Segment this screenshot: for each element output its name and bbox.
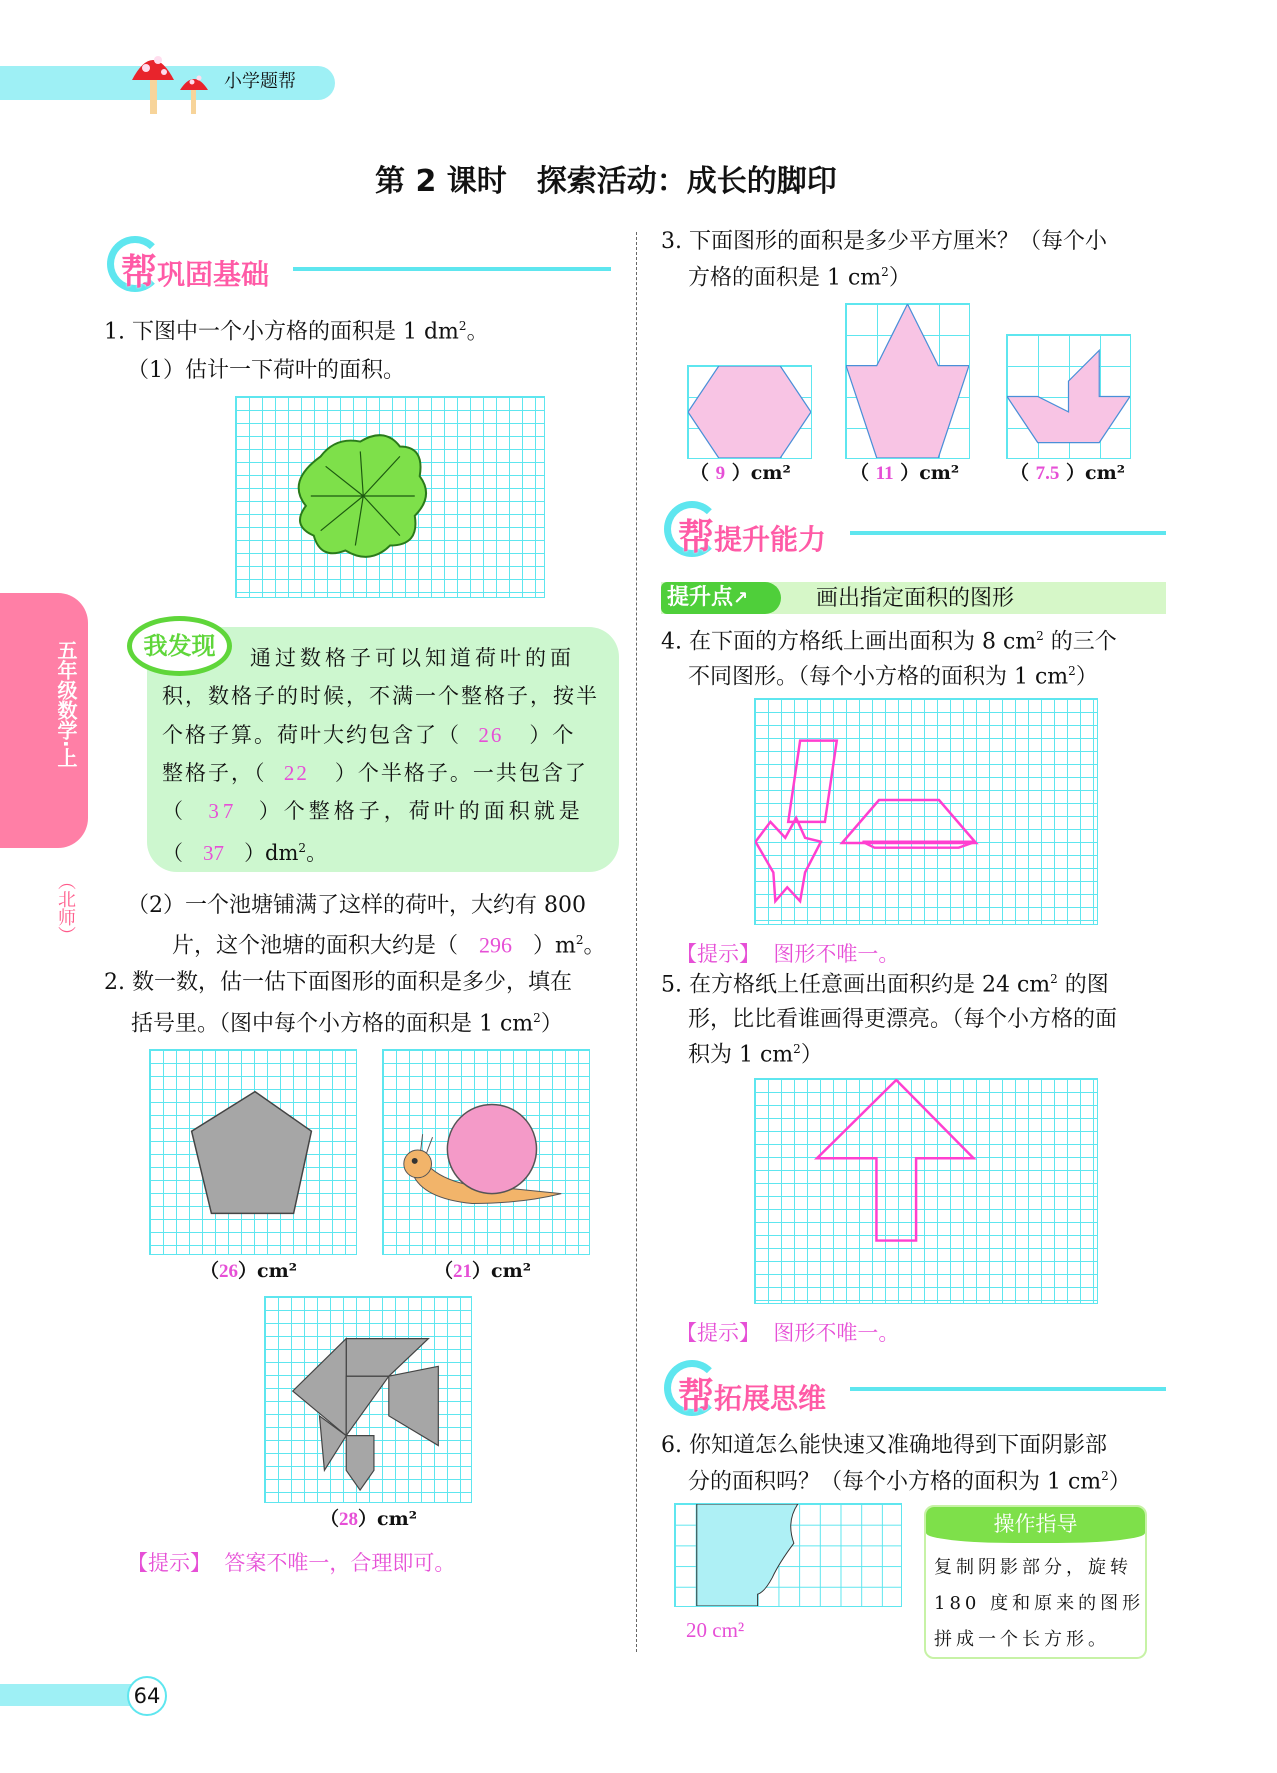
answer-whole-cells: 26 xyxy=(478,723,504,747)
q5-line2: 形，比比看谁画得更漂亮。（每个小方格的面 xyxy=(688,1007,1118,1032)
q3-answer-1: （ 9 ）cm² xyxy=(690,462,791,484)
answer-total-cells: 37 xyxy=(208,799,238,823)
q2-hint: 【提示】 答案不唯一，合理即可。 xyxy=(127,1551,456,1575)
section-header-improve: 帮提升能力 xyxy=(664,497,854,559)
q3-grid-arrow xyxy=(845,303,970,459)
discover-line-4: 整格子，（ 22 ）个半格子。一共包含了 xyxy=(162,761,588,785)
q2-answer-3: （28）cm² xyxy=(320,1508,418,1530)
guide-line-2: 180 度和原来的图形 xyxy=(934,1593,1145,1614)
section-header-basics: 帮巩固基础 xyxy=(107,232,297,294)
q5-line1: 5. 在方格纸上任意画出面积约是 24 $cm^2$ 的图 xyxy=(661,972,1109,998)
q5-grid xyxy=(754,1078,1098,1304)
q6-grid xyxy=(674,1503,902,1607)
q1-stem: 1. 下图中一个小方格的面积是 1 $dm^2$。 xyxy=(104,319,489,345)
mushroom-logo-icon xyxy=(128,46,218,116)
fish-shape xyxy=(265,1297,471,1502)
q6-line1: 6. 你知道怎么能快速又准确地得到下面阴影部 xyxy=(661,1433,1107,1458)
point-badge: 提升点↗ xyxy=(661,582,781,614)
discover-line-2: 积，数格子的时候，不满一个整格子，按半 xyxy=(162,684,599,708)
section-header-extend: 帮拓展思维 xyxy=(664,1356,854,1418)
q4-hint: 【提示】 图形不唯一。 xyxy=(676,942,900,966)
guide-line-1: 复制阴影部分，旋转 xyxy=(934,1557,1132,1578)
q4-line1: 4. 在下面的方格纸上画出面积为 8 $cm^2$ 的三个 xyxy=(661,629,1117,655)
section-line xyxy=(293,267,611,271)
q3-answer-2: （ 11 ）cm² xyxy=(850,462,960,484)
q2-answer-1: （26）cm² xyxy=(200,1260,298,1282)
q3-line1: 3. 下面图形的面积是多少平方厘米？（每个小 xyxy=(661,229,1107,254)
snail-grid xyxy=(382,1049,590,1255)
q6-line2: 分的面积吗？（每个小方格的面积为 1 $cm^2$） xyxy=(688,1469,1131,1495)
section-line xyxy=(850,1387,1166,1391)
q3-grid-leaf xyxy=(1006,334,1131,459)
guide-title: 操作指导 xyxy=(926,1507,1145,1543)
q5-hint: 【提示】 图形不唯一。 xyxy=(676,1321,900,1345)
discover-line-6: （ 37 ）$dm^2$。 xyxy=(162,841,328,865)
q3-line2: 方格的面积是 1 $cm^2$） xyxy=(688,265,911,291)
fish-grid xyxy=(264,1296,472,1503)
lotus-grid xyxy=(235,396,545,598)
answer-pond-area: 296 xyxy=(479,932,512,958)
discover-line-1: 通过数格子可以知道荷叶的面 xyxy=(250,646,575,670)
guide-line-3: 拼成一个长方形。 xyxy=(934,1629,1110,1650)
q6-answer: 20 cm² xyxy=(686,1618,745,1642)
q3-grid-hexagon xyxy=(687,365,812,459)
column-divider xyxy=(636,232,637,1652)
trapezoid-drawing xyxy=(754,698,1098,925)
side-tab-grade: 五年级数学·上 xyxy=(54,640,78,768)
snail-icon xyxy=(383,1050,589,1254)
page-title: 第 2 课时 探索活动：成长的脚印 xyxy=(375,164,837,199)
q2-line1: 2. 数一数，估一估下面图形的面积是多少，填在 xyxy=(104,970,572,995)
discover-badge: 我发现 xyxy=(127,616,232,676)
answer-lotus-area: 37 xyxy=(203,841,225,865)
discover-line-3: 个格子算。荷叶大约包含了（ 26 ）个 xyxy=(162,723,576,747)
guide-box xyxy=(924,1505,1147,1659)
side-tab-edition: （北师） xyxy=(55,872,76,944)
brand-name: 小学题帮 xyxy=(224,71,296,92)
section-line xyxy=(850,531,1166,535)
q4-line2: 不同图形。（每个小方格的面积为 1 $cm^2$） xyxy=(688,664,1098,690)
lotus-leaf-icon xyxy=(236,397,544,597)
q2-answer-2: （21）cm² xyxy=(434,1260,532,1282)
discover-line-5: （ 37 ）个整格子，荷叶的面积就是 xyxy=(162,799,584,823)
answer-half-cells: 22 xyxy=(283,761,309,785)
q2-line2: 括号里。（图中每个小方格的面积是 1 $cm^2$） xyxy=(131,1011,563,1037)
q3-answer-3: （ 7.5 ）cm² xyxy=(1010,462,1126,484)
q1-part2-line1: （2）一个池塘铺满了这样的荷叶，大约有 800 xyxy=(127,893,586,918)
q1-part1: （1）估计一下荷叶的面积。 xyxy=(127,358,405,383)
arrow-shape xyxy=(817,1080,974,1241)
q5-line3: 积为 1 $cm^2$） xyxy=(688,1042,823,1068)
arrow-icon: ↗ xyxy=(733,588,749,609)
pentagon-grid xyxy=(149,1049,357,1255)
shaded-region xyxy=(697,1504,798,1606)
point-text: 画出指定面积的图形 xyxy=(816,586,1015,611)
pentagon-shape xyxy=(192,1092,312,1214)
q1-part2-line2: 片，这个池塘的面积大约是（ 296 ）$m^2$。 xyxy=(172,932,606,959)
page-number: 64 xyxy=(127,1676,167,1716)
